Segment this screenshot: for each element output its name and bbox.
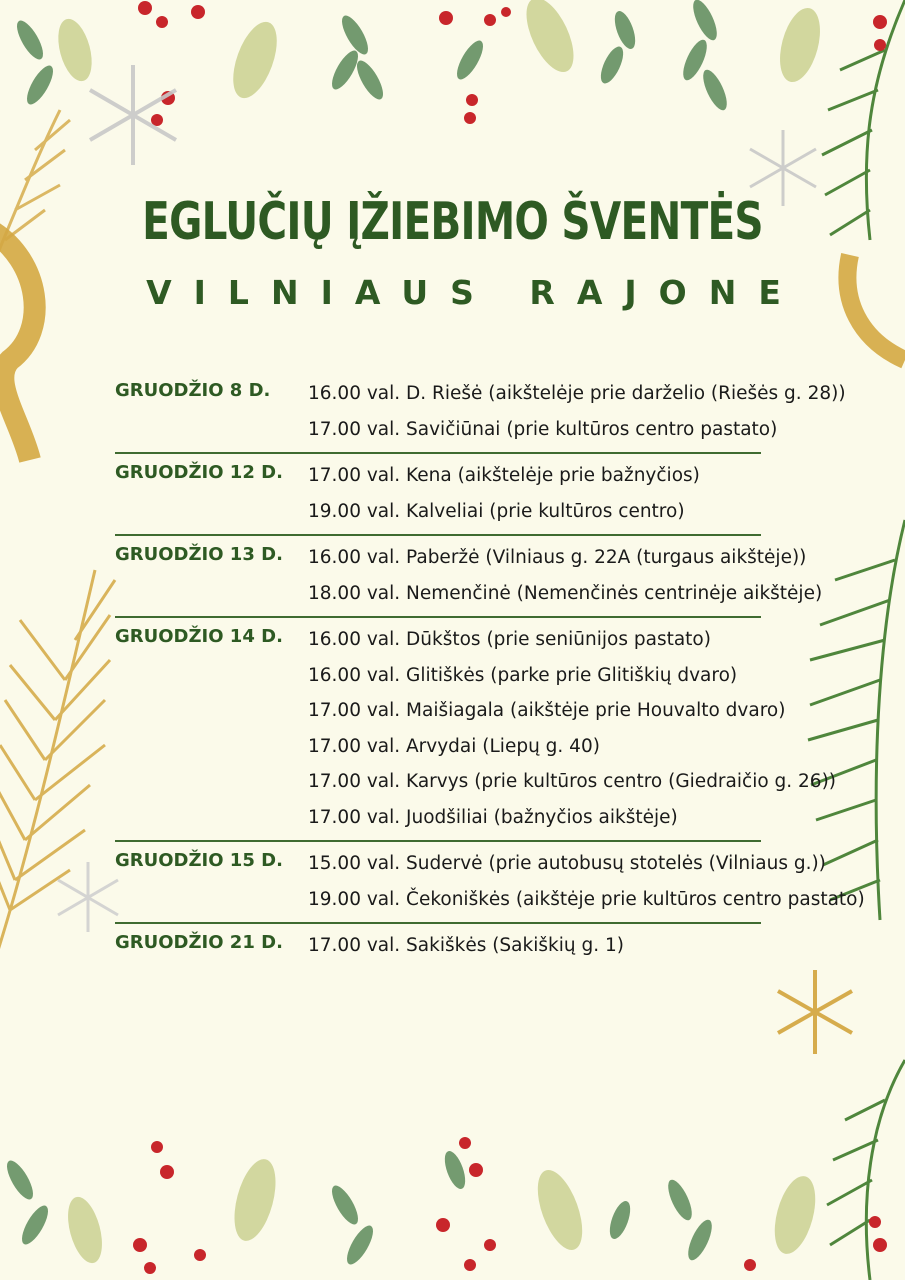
- schedule-date: GRUODŽIO 12 D.: [115, 462, 283, 483]
- gold-branch-top-left: [0, 110, 70, 260]
- pale-leaves-top: [52, 0, 827, 104]
- event-list: [308, 458, 875, 529]
- schedule-divider: [115, 452, 761, 454]
- schedule-date: GRUODŽIO 13 D.: [115, 544, 283, 565]
- schedule-date: GRUODŽIO 8 D.: [115, 380, 271, 401]
- event-schedule: [115, 376, 875, 964]
- schedule-group: [115, 928, 875, 964]
- event-item: 17.00 val. Kena (aikštelėje prie bažnyčios): [308, 465, 700, 486]
- event-item: 16.00 val. Glitiškės (parke prie Glitiškių dvaro): [308, 664, 738, 686]
- schedule-date: GRUODŽIO 15 D.: [115, 850, 283, 871]
- schedule-divider: [115, 616, 761, 618]
- event-item: 17.00 val. Arvydai (Liepų g. 40): [308, 735, 600, 757]
- snowflake-left: [58, 862, 118, 932]
- event-item: 17.00 val. Karvys (prie kultūros centro (Giedraičio g. 26)): [308, 771, 837, 792]
- event-item: 18.00 val. Nemenčinė (Nemenčinės centrinėje aikštėje): [308, 582, 823, 604]
- event-item: 17.00 val. Juodšiliai (bažnyčios aikštėje): [308, 806, 678, 828]
- event-item: 16.00 val. Dūkštos (prie seniūnijos pastato): [308, 629, 711, 650]
- leaves-bottom: [2, 1148, 716, 1268]
- event-item: 17.00 val. Maišiagala (aikštėje prie Houvalto dvaro): [308, 700, 786, 721]
- event-item: 19.00 val. Kalveliai (prie kultūros centro): [308, 500, 685, 522]
- page-title: EGLUČIŲ ĮŽIEBIMO ŠVENTĖS: [142, 192, 763, 252]
- schedule-group: [115, 540, 875, 611]
- snowflake-top-left: [90, 65, 176, 165]
- event-item: 15.00 val. Sudervė (prie autobusų stotelės (Vilniaus g.)): [308, 853, 826, 874]
- page-subtitle: VILNIAUS RAJONE: [146, 273, 803, 312]
- event-item: 16.00 val. D. Riešė (aikštelėje prie darželio (Riešės g. 28)): [308, 383, 846, 404]
- schedule-divider: [115, 534, 761, 536]
- pine-branch-top-right: [822, 0, 905, 240]
- pine-branch-bottom-right: [827, 1060, 905, 1280]
- event-list: [308, 622, 875, 835]
- event-item: 16.00 val. Paberžė (Vilniaus g. 22A (turgaus aikštėje)): [308, 547, 807, 568]
- event-item: 17.00 val. Savičiūnai (prie kultūros centro pastato): [308, 418, 778, 440]
- event-list: [308, 928, 875, 964]
- event-list: [308, 376, 875, 447]
- event-item: 19.00 val. Čekoniškės (aikštėje prie kultūros centro pastato): [308, 888, 865, 910]
- leaves-top: [12, 0, 731, 113]
- event-list: [308, 846, 875, 917]
- schedule-date: GRUODŽIO 21 D.: [115, 932, 283, 953]
- gold-ribbon-left: [0, 230, 35, 460]
- event-item: 17.00 val. Sakiškės (Sakiškių g. 1): [308, 935, 624, 956]
- pale-leaves-bottom: [62, 1155, 823, 1267]
- gold-branch-left: [0, 570, 115, 960]
- event-list: [308, 540, 875, 611]
- schedule-date: GRUODŽIO 14 D.: [115, 626, 283, 647]
- schedule-divider: [115, 922, 761, 924]
- schedule-group: [115, 458, 875, 529]
- schedule-divider: [115, 840, 761, 842]
- snowflake-gold-right: [778, 970, 852, 1054]
- schedule-group: [115, 376, 875, 447]
- schedule-group: [115, 846, 875, 917]
- schedule-group: [115, 622, 875, 835]
